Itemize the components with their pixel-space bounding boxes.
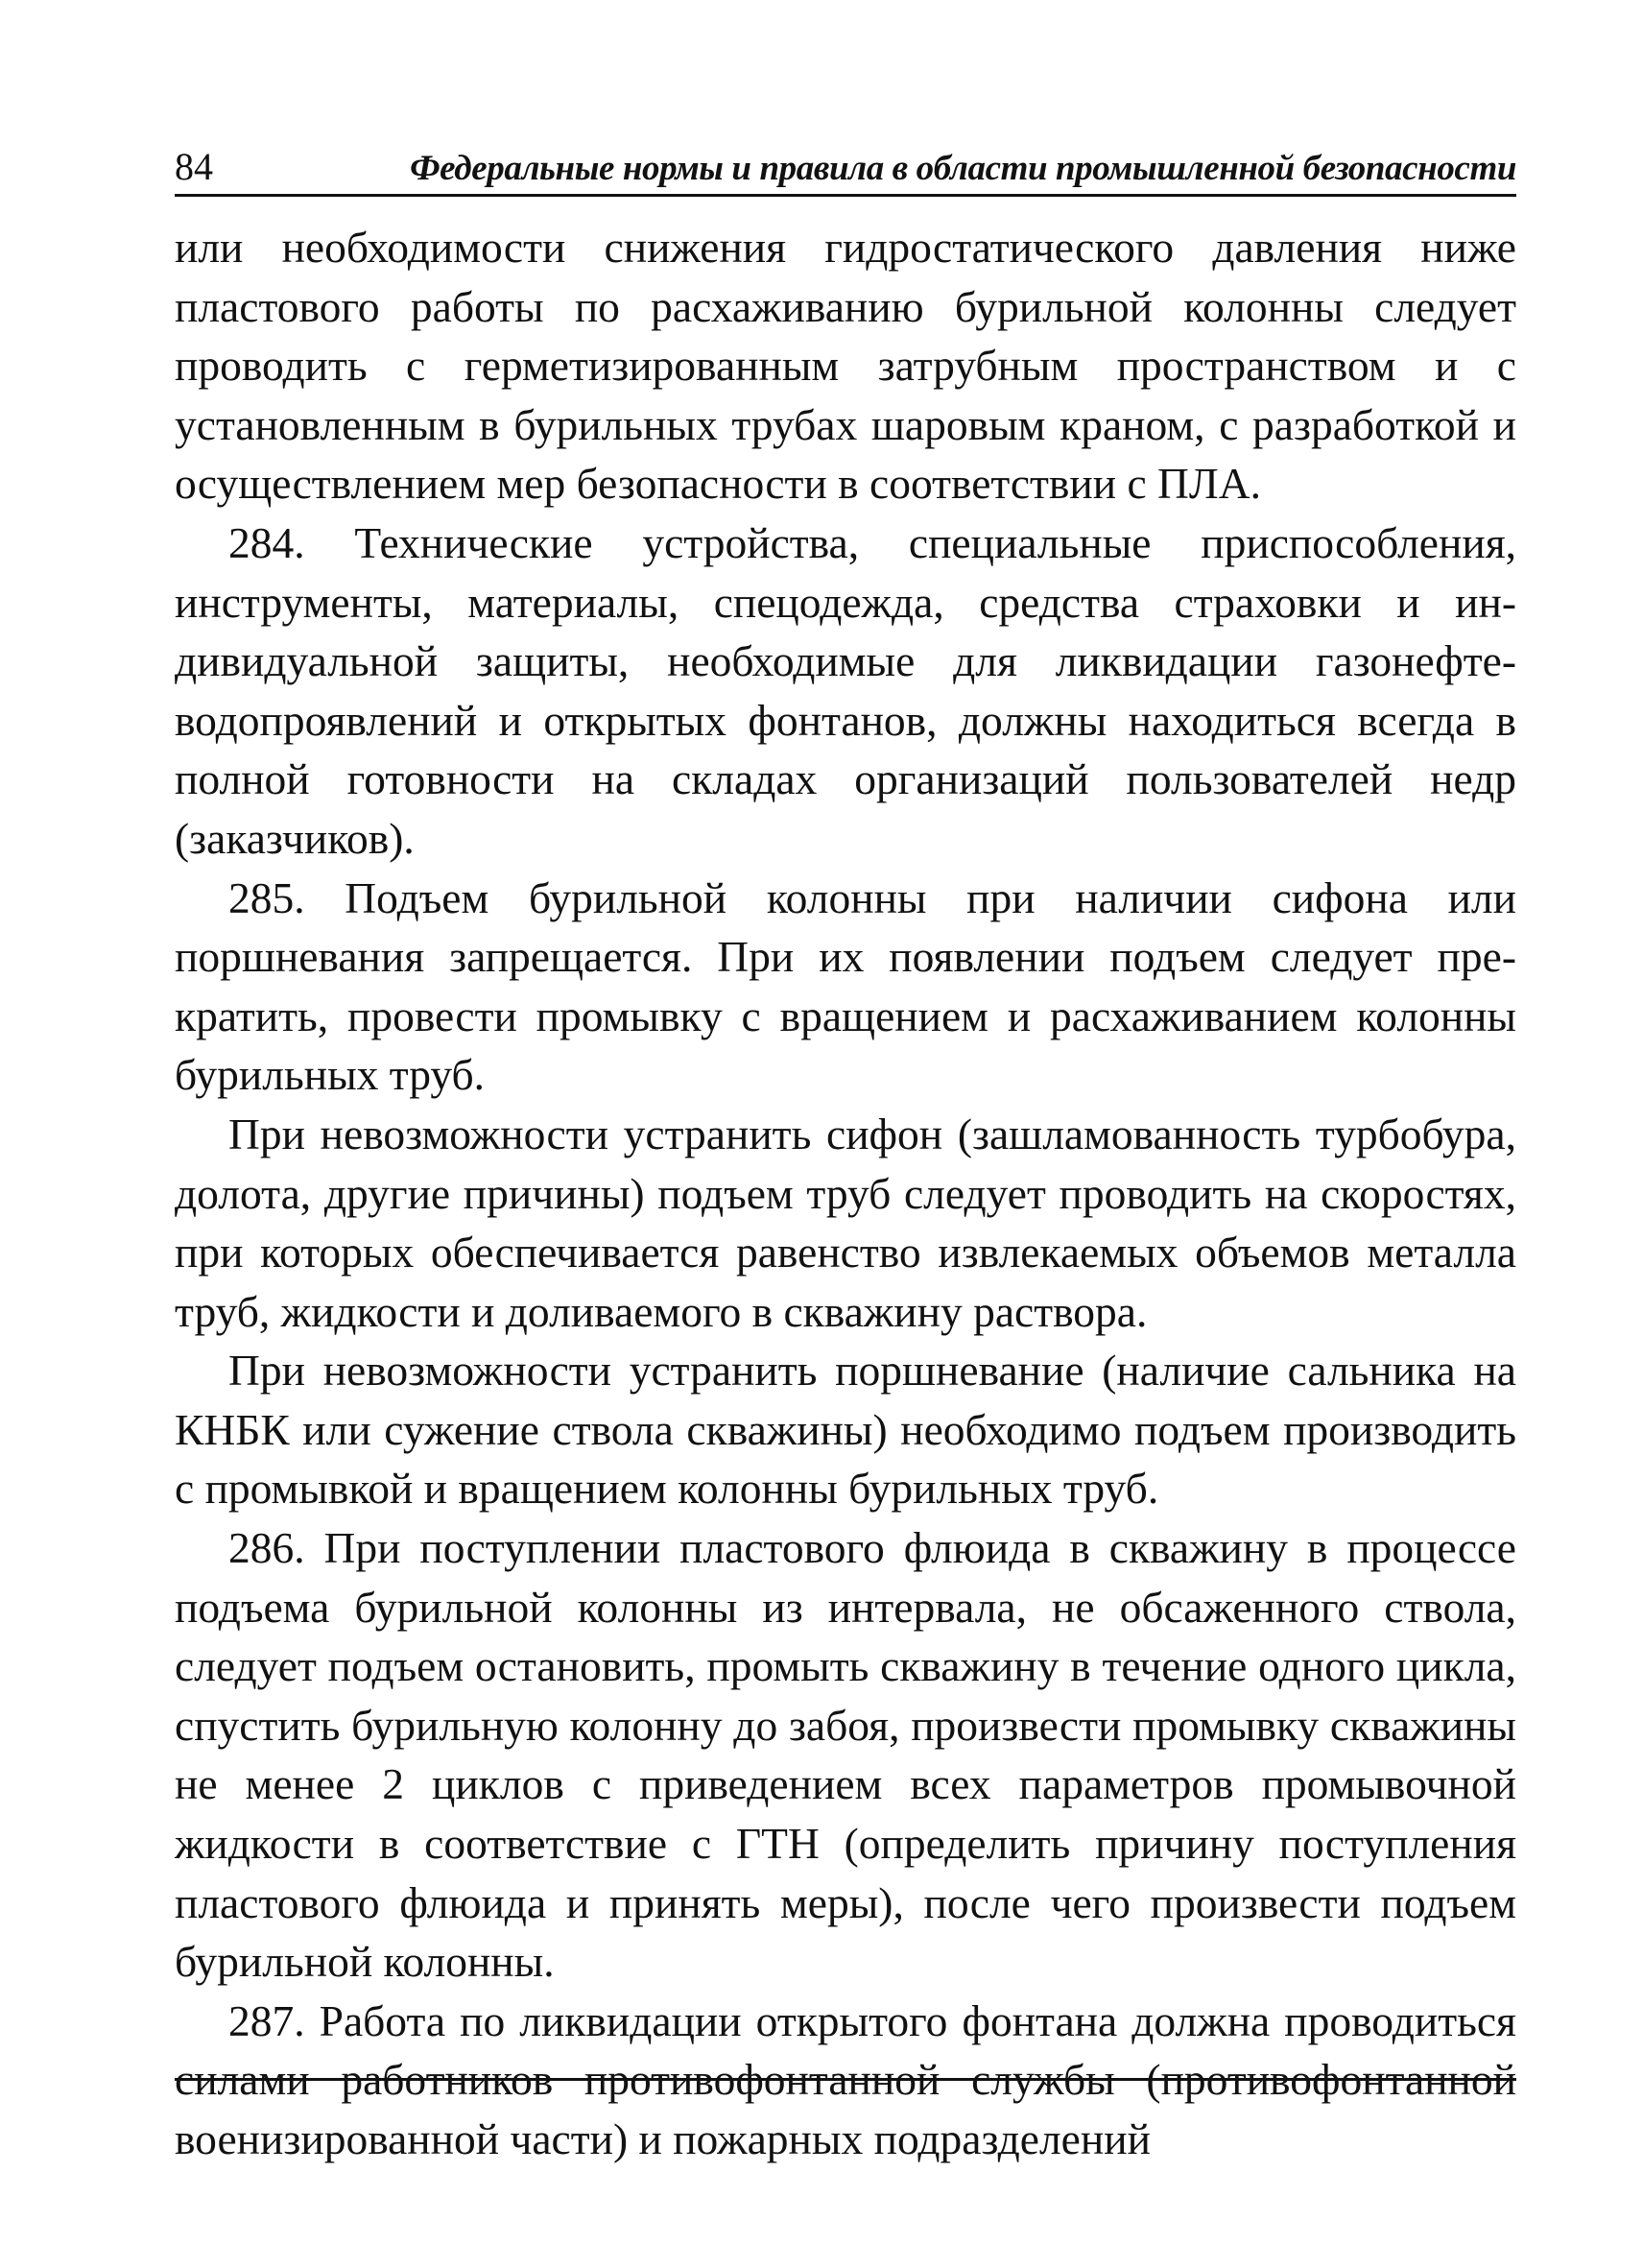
paragraph-286: 286. При поступлении пластового флюида в скважину в процессе подъема бурильной колонны из интервала, не обсаженного ствола, следует подъем остановить, промыть скважину в течение одного цикла, спустить бурильную колонну до забоя, произвести промывку скважины не менее 2 циклов с приведением всех параметров промывочной жидкости в соответствие с ГТН (определить причину поступления пластового флюида и принять меры), после чего произвести подъем бурильной колонны.	[175, 1523, 1516, 1987]
paragraph-continuation: или необходимости снижения гидростатического давления ниже пластового работы по расхаживанию бурильной колонны следует проводить с герметизированным затрубным пространством и с установленным в бурильных трубах шаровым краном, с разработкой и осуществлением мер безопасности в соответствии с ПЛА.	[175, 223, 1516, 509]
paragraph-swabbing: При невозможности устранить поршневание (наличие сальника на КНБК или сужение ствола скважины) необходимо подъем производить с промывкой и вращением колонны бурильных труб.	[175, 1346, 1516, 1514]
page-number: 84	[175, 145, 213, 188]
header-title: Федеральные нормы и правила в области промышленной безопасности	[410, 149, 1516, 188]
paragraph-284: 284. Технические устройства, специальные приспособления, инструменты, материалы, спецодежда, средства страховки и индивидуальной защиты, необходимые для ликвидации газонефтеводопроявлений и открытых фонтанов, должны находиться всегда в полной готовности на складах организаций пользователей недр (заказчиков).	[175, 517, 1516, 863]
body-text	[175, 218, 1516, 2169]
running-header	[175, 144, 1516, 197]
document-page	[175, 144, 1516, 2169]
paragraph-287: 287. Работа по ликвидации открытого фонтана должна проводиться силами работников противофонтанной службы (противофонтанной военизированной части) и пожарных подразделений	[175, 1995, 1516, 2163]
paragraph-siphon: При невозможности устранить сифон (зашламованность турбобура, долота, другие причины) подъем труб следует проводить на скоростях, при которых обеспечивается равенство извлекаемых объемов металла труб, жидкости и доливаемого в скважину раствора.	[175, 1109, 1516, 1336]
paragraph-285: 285. Подъем бурильной колонны при наличии сифона или поршневания запрещается. При их появлении подъем следует прекратить, провести промывку с вращением и расхаживанием колонны бурильных труб.	[175, 872, 1516, 1100]
bottom-rule	[175, 2078, 1516, 2081]
